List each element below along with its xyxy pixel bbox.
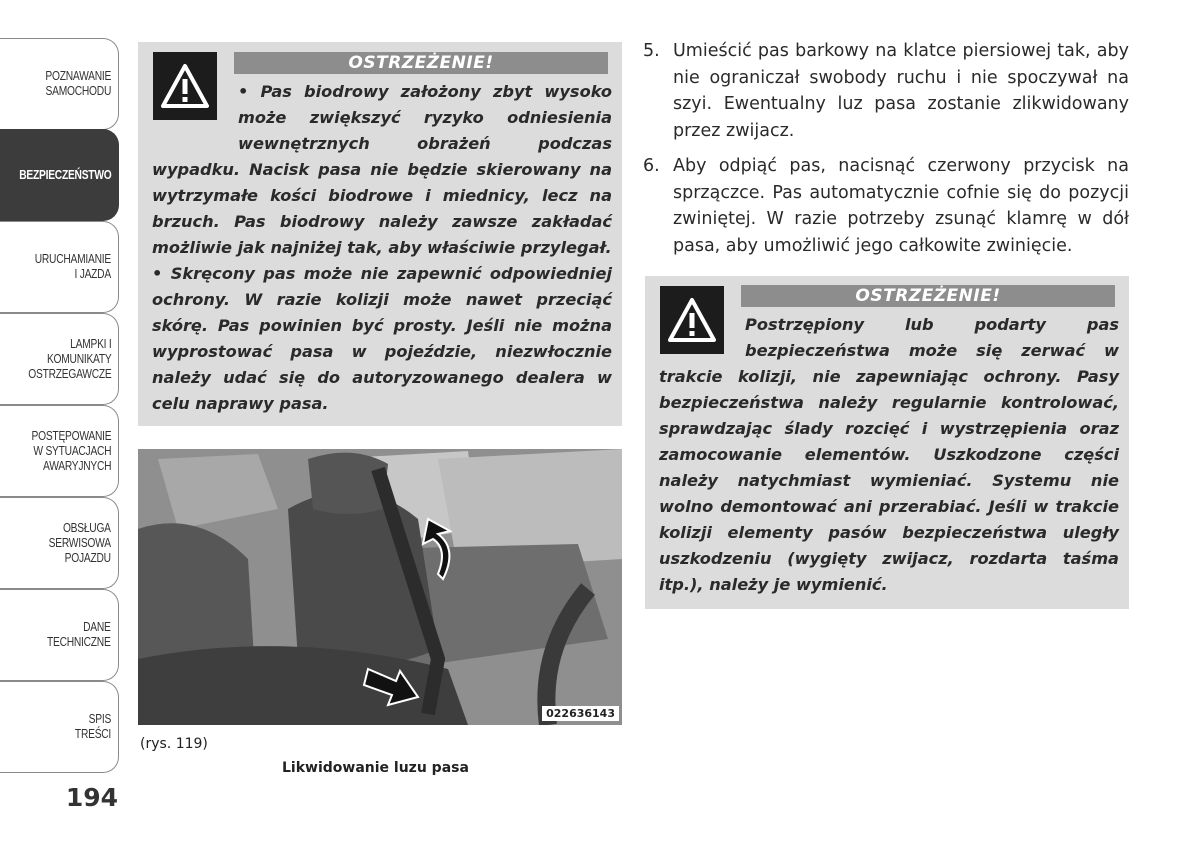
page-number: 194 [65, 783, 118, 812]
list-item [643, 153, 1129, 259]
warning-paragraph: • Pas biodrowy założony zbyt wysoko może zwiększyć ryzyko odniesienia wewnętrznych obrażeń podczas wypadku. Nacisk pasa nie będzie skierowany na wytrzymałe kości biodrowe i miednicy, lecz na brzuch. Pas biodrowy należy zawsze zakładać możliwie jak najniżej tak, aby właściwie przylegał. [152, 82, 612, 257]
tab-label: SPIS TREŚCI [74, 712, 111, 741]
tab-lampki-i-komunikaty[interactable] [0, 313, 119, 405]
step-text: Aby odpiąć pas, nacisnąć czerwony przycisk na sprzączce. Pas automatycznie cofnie się do pozycji zwiniętej. W razie potrzeby zsunąć klamrę w dół pasa, aby umożliwić jego całkowite zwinięcie. [673, 156, 1129, 256]
tab-label: LAMPKI I KOMUNIKATY OSTRZEGAWCZE [27, 336, 111, 381]
warning-paragraph: Postrzępiony lub podarty pas bezpieczeństwa może się zerwać w trakcie kolizji, nie zapewniając ochrony. Pasy bezpieczeństwa należy regularnie kontrolować, sprawdzając ślady rozcięć i wystrzępienia oraz zamocowanie elementów. Uszkodzone części należy natychmiast wymieniać. Systemu nie wolno demontować ani przerabiać. Jeśli w trakcie kolizji elementy pasów bezpieczeństwa uległy uszkodzeniu (wygięty zwijacz, rozdarta taśma itp.), należy je wymienić. [659, 315, 1119, 594]
tab-postepowanie-awaryjne[interactable] [0, 405, 119, 497]
step-number: 6. [643, 156, 660, 176]
tab-bezpieczenstwo[interactable] [0, 129, 119, 221]
tab-label: DANE TECHNICZNE [47, 620, 111, 649]
step-number: 5. [643, 41, 660, 61]
tab-poznawanie-samochodu[interactable] [0, 38, 119, 130]
warning-text [659, 312, 1119, 598]
tab-obsluga-serwisowa[interactable] [0, 497, 119, 589]
figure-reference: (rys. 119) [140, 736, 208, 752]
tab-dane-techniczne[interactable] [0, 589, 119, 681]
tab-label: BEZPIECZEŃSTWO [18, 167, 111, 182]
warning-text [152, 79, 612, 417]
instruction-list [643, 38, 1129, 268]
warning-title: OSTRZEŻENIE! [234, 52, 608, 74]
tab-label: POSTĘPOWANIE W SYTUACJACH AWARYJNYCH [31, 428, 111, 473]
warning-title: OSTRZEŻENIE! [741, 285, 1115, 307]
figure-caption: Likwidowanie luzu pasa [282, 760, 469, 776]
list-item [643, 38, 1129, 144]
tab-label: POZNAWANIE SAMOCHODU [45, 69, 112, 98]
tab-uruchamianie-i-jazda[interactable] [0, 221, 119, 313]
warning-box-1 [138, 42, 622, 426]
tab-label: URUCHAMIANIE I JAZDA [34, 252, 111, 281]
tab-label: OBSŁUGA SERWISOWA POJAZDU [48, 520, 111, 565]
car-interior-drawing [138, 449, 622, 725]
seat-belt-illustration [138, 449, 622, 725]
step-text: Umieścić pas barkowy na klatce piersiowej tak, aby nie ograniczał swobody ruchu i nie spoczywał na szyi. Ewentualny luz pasa zostanie zlikwidowany przez zwijacz. [673, 41, 1129, 141]
warning-paragraph: • Skręcony pas może nie zapewnić odpowiedniej ochrony. W razie kolizji może nawet przeciąć skórę. Pas powinien być prosty. Jeśli nie można wyprostować pasa w pojeździe, niezwłocznie należy udać się do autoryzowanego dealera w celu naprawy pasa. [152, 264, 612, 413]
tab-spis-tresci[interactable] [0, 681, 119, 773]
warning-box-2 [645, 276, 1129, 609]
figure-code: 022636143 [542, 706, 619, 721]
